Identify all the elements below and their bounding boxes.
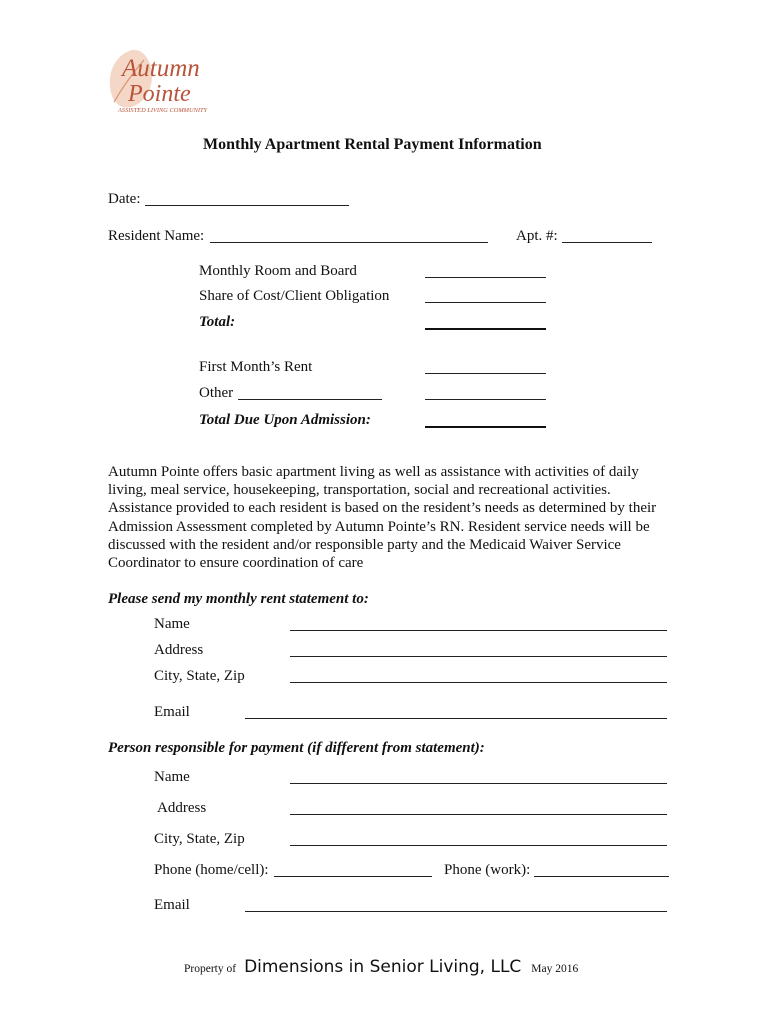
leaf-icon (104, 44, 234, 120)
responsible-name-field[interactable] (290, 783, 667, 784)
logo-line2: Pointe (128, 81, 191, 107)
statement-name-label: Name (154, 616, 190, 632)
phone-work-label: Phone (work): (444, 862, 531, 878)
other-description-field[interactable] (238, 399, 382, 400)
statement-city-field[interactable] (290, 682, 667, 683)
total-due-field[interactable] (425, 426, 546, 428)
statement-city-label: City, State, Zip (154, 668, 245, 684)
apt-field[interactable] (562, 242, 652, 243)
phone-home-label: Phone (home/cell): (154, 862, 269, 878)
responsible-heading: Person responsible for payment (if different from statement): (108, 740, 485, 756)
logo-line1: Autumn (122, 55, 200, 82)
resident-name-field[interactable] (210, 242, 488, 243)
autumn-pointe-logo (104, 44, 234, 120)
date-label: Date: (108, 191, 141, 207)
statement-name-field[interactable] (290, 630, 667, 631)
services-paragraph: Autumn Pointe offers basic apartment living as well as assistance with activities of daily living, meal service, housekeeping, transportation, social and recreational activities. Assistance provided to each resident is based on the resident’s needs as determined by their Admission Assessment completed by Autumn Pointe’s RN. Resident service needs will be discussed with the resident and/or responsible party and the Medicaid Waiver Service Coordinator to ensure coordination of care (108, 464, 657, 572)
footer-company: Dimensions in Senior Living, LLC (244, 957, 522, 977)
footer-property-of: Property of (184, 963, 237, 975)
page-title: Monthly Apartment Rental Payment Information (203, 136, 542, 153)
apt-label: Apt. #: (516, 228, 558, 244)
statement-email-label: Email (154, 704, 190, 720)
total-label: Total: (199, 314, 236, 330)
other-amount-field[interactable] (425, 399, 546, 400)
resident-name-label: Resident Name: (108, 228, 205, 244)
responsible-city-field[interactable] (290, 845, 667, 846)
responsible-address-label: Address (157, 800, 207, 816)
responsible-email-label: Email (154, 897, 190, 913)
share-cost-label: Share of Cost/Client Obligation (199, 288, 390, 304)
responsible-city-label: City, State, Zip (154, 831, 245, 847)
footer-date: May 2016 (531, 963, 579, 975)
statement-address-label: Address (154, 642, 204, 658)
responsible-email-field[interactable] (245, 911, 667, 912)
responsible-address-field[interactable] (290, 814, 667, 815)
statement-email-field[interactable] (245, 718, 667, 719)
phone-work-field[interactable] (534, 876, 669, 877)
phone-home-field[interactable] (274, 876, 432, 877)
logo-tagline: ASSISTED LIVING COMMUNITY (118, 107, 208, 114)
other-label: Other (199, 385, 234, 401)
date-field[interactable] (145, 205, 349, 206)
first-month-field[interactable] (425, 373, 546, 374)
responsible-name-label: Name (154, 769, 190, 785)
statement-address-field[interactable] (290, 656, 667, 657)
total-field[interactable] (425, 328, 546, 330)
footer (184, 957, 578, 977)
share-cost-field[interactable] (425, 302, 546, 303)
monthly-room-field[interactable] (425, 277, 546, 278)
total-due-label: Total Due Upon Admission: (199, 412, 371, 428)
monthly-room-label: Monthly Room and Board (199, 263, 357, 279)
statement-heading: Please send my monthly rent statement to: (108, 591, 369, 607)
first-month-label: First Month’s Rent (199, 359, 313, 375)
